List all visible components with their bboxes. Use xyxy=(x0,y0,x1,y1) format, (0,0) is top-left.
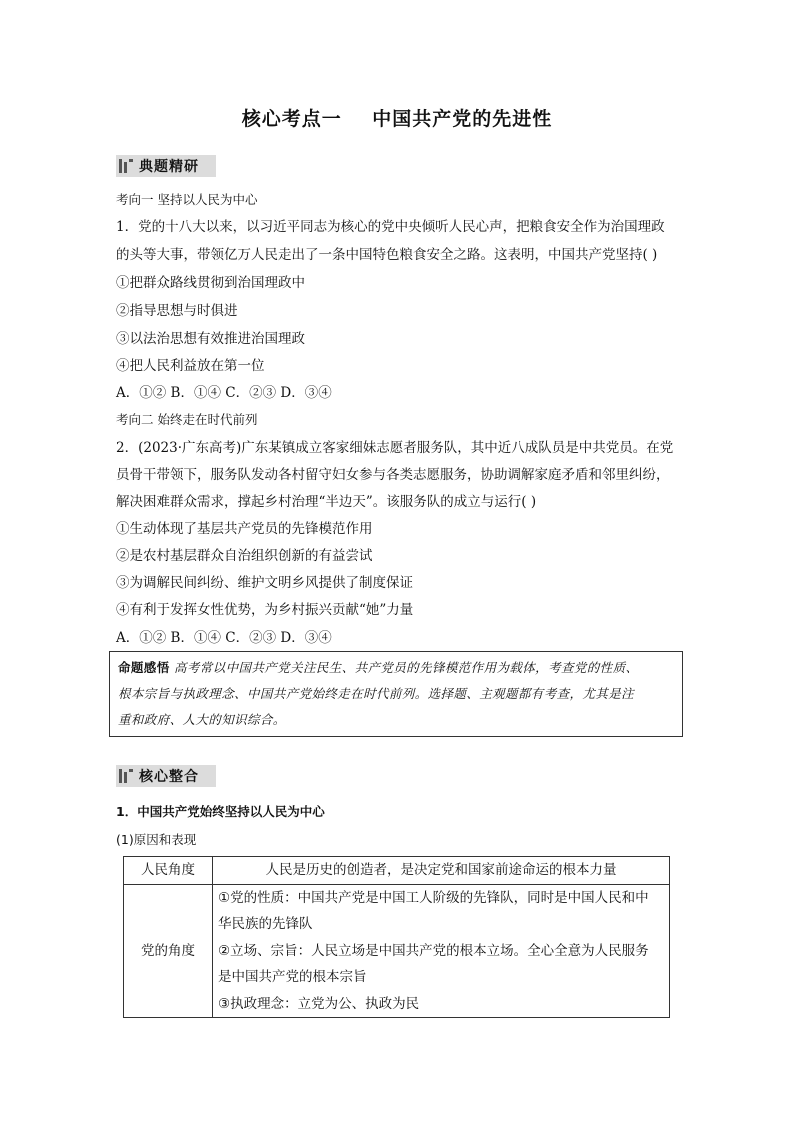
topic-heading: 考向二 始终走在时代前列 xyxy=(116,412,258,427)
section-bars-icon xyxy=(119,159,133,173)
note-heading: 命题感悟 xyxy=(118,660,170,675)
question-text: 员骨干带领下，服务队发动各村留守妇女参与各类志愿服务，协助调解家庭矛盾和邻里纠纷， xyxy=(116,467,670,483)
note-text: 重和政府、人大的知识综合。 xyxy=(118,712,286,727)
section-bars-icon xyxy=(119,769,133,783)
table-row xyxy=(124,857,670,885)
table-cell-line: ①党的性质：中国共产党是中国工人阶级的先锋队，同时是中国人民和中 xyxy=(218,889,649,906)
page-title: 核心考点一 中国共产党的先进性 xyxy=(241,108,553,130)
section-tag-dianti xyxy=(116,155,216,177)
section-label: 典题精研 xyxy=(139,159,199,175)
topic-heading: 考向一 坚持以人民为中心 xyxy=(116,192,258,207)
option-item: ④把人民利益放在第一位 xyxy=(116,358,265,374)
section-tag-hexin xyxy=(116,765,216,787)
point-heading: 1．中国共产党始终坚持以人民为中心 xyxy=(116,804,325,819)
table-cell-line: ③执政理念：立党为公、执政为民 xyxy=(218,995,420,1012)
question-text: 2．(2023·广东高考)广东某镇成立客家细妹志愿者服务队，其中近八成队员是中共党员。在党 xyxy=(116,440,674,456)
question-text: 的头等大事，带领亿万人民走出了一条中国特色粮食安全之路。这表明，中国共产党坚持( ) xyxy=(116,247,658,263)
table-cell-line: 华民族的先锋队 xyxy=(218,916,313,932)
table-cell-line: ②立场、宗旨：人民立场是中国共产党的根本立场。全心全意为人民服务 xyxy=(218,942,649,959)
option-item: ③以法治思想有效推进治国理政 xyxy=(116,331,305,347)
note-text: 高考常以中国共产党关注民生、共产党员的先锋模范作用为载体，考查党的性质、 xyxy=(169,660,639,675)
option-item: ②指导思想与时俱进 xyxy=(116,303,238,319)
sub-heading: (1)原因和表现 xyxy=(116,832,197,847)
table-row-head: 党的角度 xyxy=(124,884,213,1018)
table-cell xyxy=(213,884,670,1018)
option-item: ④有利于发挥女性优势，为乡村振兴贡献“她”力量 xyxy=(116,602,414,618)
question-text: 解决困难群众需求，撑起乡村治理“半边天”。该服务队的成立与运行( ) xyxy=(116,494,537,510)
note-box xyxy=(109,651,683,737)
table-row-head: 人民角度 xyxy=(124,857,213,885)
option-item: ①把群众路线贯彻到治国理政中 xyxy=(116,275,305,291)
answer-choices: A．①② B．①④ C．②③ D．③④ xyxy=(116,630,332,646)
section-label: 核心整合 xyxy=(139,769,199,785)
note-text: 根本宗旨与执政理念、中国共产党始终走在时代前列。选择题、主观题都有考查，尤其是注 xyxy=(118,686,635,701)
option-item: ②是农村基层群众自治组织创新的有益尝试 xyxy=(116,548,373,564)
option-item: ①生动体现了基层共产党员的先锋模范作用 xyxy=(116,521,373,537)
question-text: 1．党的十八大以来，以习近平同志为核心的党中央倾听人民心声，把粮食安全作为治国理政 xyxy=(116,219,665,235)
table-row xyxy=(124,884,670,1018)
answer-choices: A．①② B．①④ C．②③ D．③④ xyxy=(116,385,332,401)
table-cell: 人民是历史的创造者，是决定党和国家前途命运的根本力量 xyxy=(213,857,670,885)
table-cell-line: 是中国共产党的根本宗旨 xyxy=(218,969,367,985)
option-item: ③为调解民间纠纷、维护文明乡风提供了制度保证 xyxy=(116,575,413,591)
reasons-table xyxy=(123,856,670,1018)
